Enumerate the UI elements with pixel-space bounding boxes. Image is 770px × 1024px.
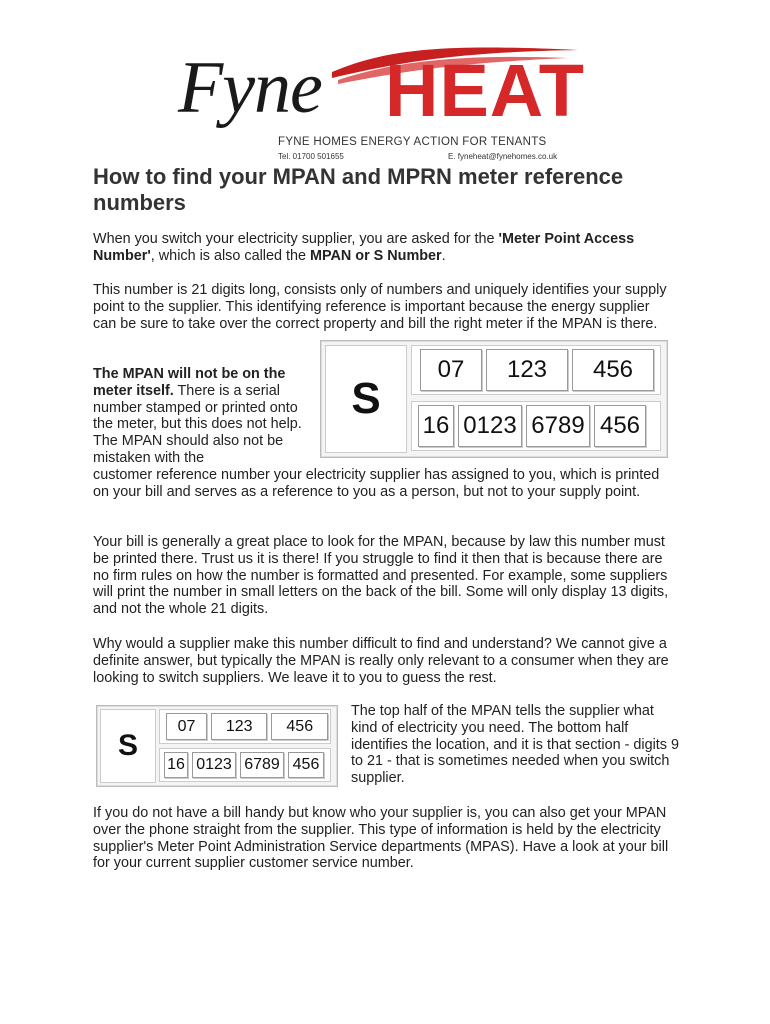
mpan-bottom-digit: 0123	[458, 405, 522, 447]
mpan-bottom-digit: 16	[164, 752, 188, 778]
mpan-bottom-digit: 0123	[192, 752, 236, 778]
mpan-top-digit: 123	[211, 713, 268, 740]
mpan-top-digit: 07	[420, 349, 482, 391]
mpan-bottom-row	[159, 748, 331, 782]
fyneheat-logo	[178, 44, 585, 164]
logo-tagline: FYNE HOMES ENERGY ACTION FOR TENANTS	[278, 136, 547, 148]
mpan-top-digit: 456	[572, 349, 654, 391]
intro-bold-mpan-name: 'Meter Point Access Number'	[93, 231, 635, 264]
intro-text-c: , which is also called the	[150, 247, 310, 264]
mpan-top-row	[159, 709, 331, 744]
paragraph-21-digits: This number is 21 digits long, consists only of numbers and uniquely identifies your supply point to the supplier. This identifying reference is important because the energy supplier can be sure to take over the correct property and bill the right meter if the MPAN is there.	[93, 282, 667, 332]
mpan-diagram-large	[320, 340, 668, 458]
not-on-meter-text: There is a serial number stamped or printed onto the meter, but this does not help. The MPAN should also not be mistaken with the	[93, 382, 302, 466]
page-title: How to find your MPAN and MPRN meter reference numbers	[93, 164, 624, 215]
intro-text-a: When you switch your electricity supplier, you are asked for the	[93, 231, 499, 247]
paragraph-not-on-meter	[93, 366, 307, 467]
paragraph-customer-reference: customer reference number your electricity supplier has assigned to you, which is printed on your bill and serves as a reference to you as a person, but not to your supply point.	[93, 467, 660, 500]
mpan-bottom-digit: 6789	[240, 752, 284, 778]
mpan-top-row	[411, 345, 661, 395]
not-on-meter-bold: The MPAN will not be on the meter itself.	[93, 366, 286, 399]
mpan-bottom-digit: 456	[288, 752, 324, 778]
mpan-bottom-digit: 16	[418, 405, 454, 447]
mpan-bottom-digit: 456	[594, 405, 646, 447]
mpan-top-digit: 123	[486, 349, 568, 391]
intro-text-e: .	[441, 247, 446, 264]
mpan-s-letter: S	[325, 345, 407, 453]
paragraph-bill: Your bill is generally a great place to look for the MPAN, because by law this number must be printed there. Trust us it is there! If you struggle to find it then that is because there are no firm rules on how the number is formatted and presented. For example, some suppliers will print the number in small letters on the back of the bill. Some will only display 13 digits, and not the whole 21 digits.	[93, 534, 669, 618]
logo-telephone: Tel. 01700 501655	[278, 152, 344, 161]
mpan-s-letter: S	[100, 709, 156, 783]
logo-fyne: Fyne	[178, 47, 322, 129]
logo-heat: HEAT	[385, 49, 585, 132]
mpan-diagram-small	[96, 705, 338, 787]
logo-email: E. fyneheat@fynehomes.co.uk	[448, 152, 558, 161]
intro-paragraph	[93, 231, 673, 265]
intro-bold-s-number: MPAN or S Number	[309, 247, 442, 264]
paragraph-why-difficult: Why would a supplier make this number difficult to find and understand? We cannot give a definite answer, but typically the MPAN is really only relevant to a consumer when they are looking to switch suppliers. We leave it to you to guess the rest.	[93, 636, 669, 686]
mpan-top-digit: 07	[166, 713, 207, 740]
paragraph-phone-supplier: If you do not have a bill handy but know who your supplier is, you can also get your MPAN over the phone straight from the supplier. This type of information is held by the electricity supplier's Meter Point Administration Service departments (MPAS). Have a look at your bill for your current supplier customer service number.	[93, 805, 669, 872]
mpan-top-digit: 456	[271, 713, 328, 740]
paragraph-top-half: The top half of the MPAN tells the supplier what kind of electricity you need. The bottom half identifies the location, and it is that section - digits 9 to 21 - that is sometimes needed when you switch supplier.	[351, 703, 679, 787]
mpan-bottom-row	[411, 401, 661, 451]
mpan-bottom-digit: 6789	[526, 405, 590, 447]
